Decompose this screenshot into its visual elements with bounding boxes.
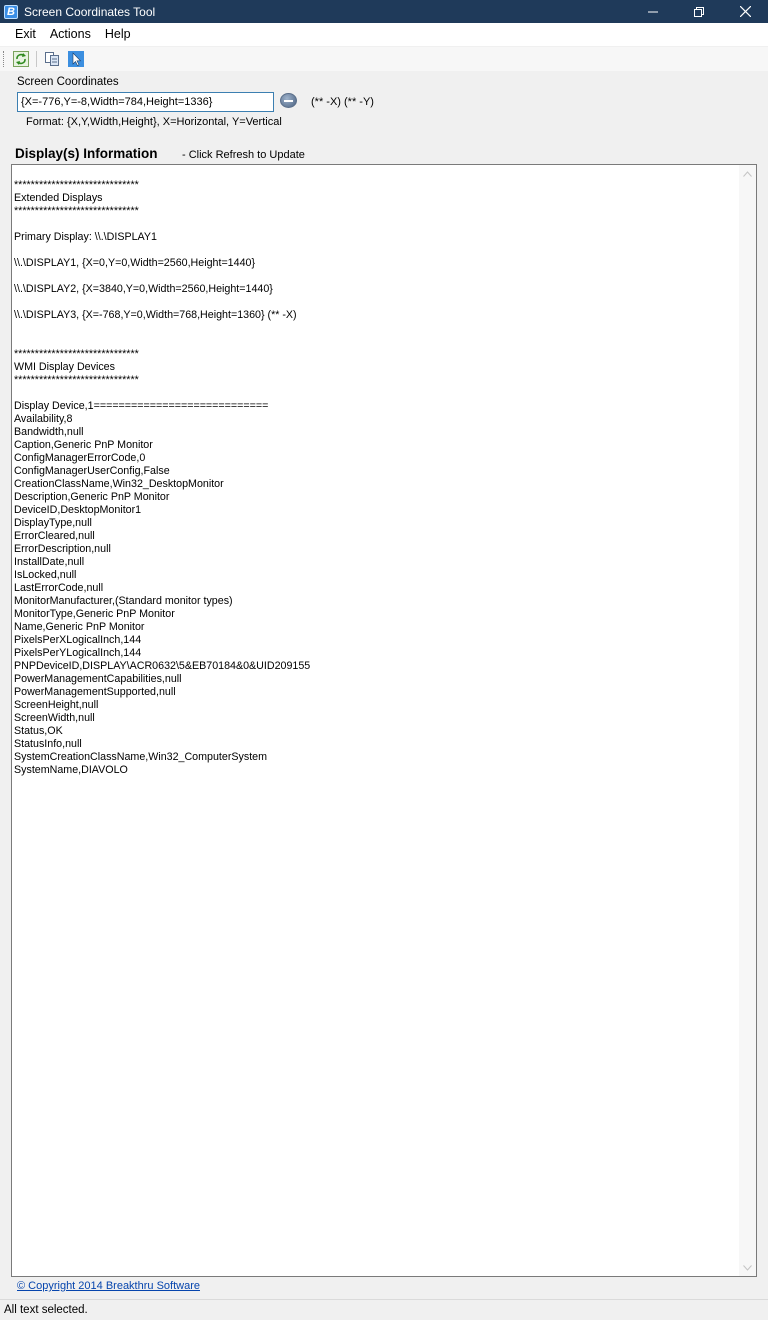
info-line xyxy=(14,296,736,309)
restore-button[interactable] xyxy=(676,0,722,23)
info-line xyxy=(14,387,736,400)
scroll-down-button[interactable] xyxy=(739,1259,756,1276)
info-line: ErrorCleared,null xyxy=(14,530,95,542)
info-line: \\.\DISPLAY3, {X=-768,Y=0,Width=768,Height=1360} (** -X) xyxy=(14,309,297,321)
info-line: Name,Generic PnP Monitor xyxy=(14,621,145,633)
info-line: SystemName,DIAVOLO xyxy=(14,764,128,776)
minimize-icon xyxy=(648,7,658,17)
info-line: PowerManagementSupported,null xyxy=(14,686,176,698)
toolbar xyxy=(0,47,768,71)
info-line xyxy=(14,218,736,231)
refresh-button[interactable] xyxy=(12,50,30,68)
minimize-button[interactable] xyxy=(630,0,676,23)
info-line: ConfigManagerUserConfig,False xyxy=(14,465,170,477)
pointer-select-icon xyxy=(68,51,84,67)
menu-actions[interactable]: Actions xyxy=(49,27,91,41)
info-line: DeviceID,DesktopMonitor1 xyxy=(14,504,142,516)
info-line: InstallDate,null xyxy=(14,556,85,568)
info-line: DisplayType,null xyxy=(14,517,92,529)
info-line: PixelsPerYLogicalInch,144 xyxy=(14,647,142,659)
info-line: Caption,Generic PnP Monitor xyxy=(14,439,153,451)
info-line: LastErrorCode,null xyxy=(14,582,104,594)
toolbar-grip[interactable] xyxy=(3,51,6,67)
info-line: Bandwidth,null xyxy=(14,426,84,438)
copy-button[interactable] xyxy=(43,50,61,68)
display-info-textarea[interactable] xyxy=(11,164,757,1277)
vertical-scrollbar[interactable] xyxy=(739,165,756,1276)
window-title: Screen Coordinates Tool xyxy=(24,4,156,19)
offset-note: (** -X) (** -Y) xyxy=(311,96,374,108)
info-line: ConfigManagerErrorCode,0 xyxy=(14,452,146,464)
info-line xyxy=(14,335,736,348)
info-line: ****************************** xyxy=(14,348,139,360)
display-info-hint: - Click Refresh to Update xyxy=(182,149,305,161)
chevron-down-icon xyxy=(743,1265,752,1271)
copyright-link[interactable]: © Copyright 2014 Breakthru Software xyxy=(17,1280,200,1292)
info-line: Availability,8 xyxy=(14,413,73,425)
info-line: Extended Displays xyxy=(14,192,103,204)
info-line: PNPDeviceID,DISPLAY\ACR0632\5&EB70184&0&UID209155 xyxy=(14,660,311,672)
display-info-text xyxy=(14,179,736,777)
info-line: ****************************** xyxy=(14,374,139,386)
display-info-title: Display(s) Information xyxy=(15,146,158,161)
info-line xyxy=(14,270,736,283)
info-line: ****************************** xyxy=(14,205,139,217)
info-line: ScreenWidth,null xyxy=(14,712,95,724)
info-line: \\.\DISPLAY2, {X=3840,Y=0,Width=2560,Height=1440} xyxy=(14,283,273,295)
info-line: \\.\DISPLAY1, {X=0,Y=0,Width=2560,Height=1440} xyxy=(14,257,256,269)
info-line: ****************************** xyxy=(14,179,139,191)
pointer-select-button[interactable] xyxy=(67,50,85,68)
info-line: ErrorDescription,null xyxy=(14,543,111,555)
info-line: Primary Display: \\.\DISPLAY1 xyxy=(14,231,157,243)
menu-bar xyxy=(0,23,768,46)
apply-coordinates-button[interactable] xyxy=(280,93,297,108)
info-line: MonitorType,Generic PnP Monitor xyxy=(14,608,175,620)
title-bar[interactable] xyxy=(0,0,768,23)
restore-icon xyxy=(694,7,704,17)
info-line: ScreenHeight,null xyxy=(14,699,99,711)
chevron-up-icon xyxy=(743,171,752,177)
info-line: SystemCreationClassName,Win32_ComputerSystem xyxy=(14,751,268,763)
info-line: CreationClassName,Win32_DesktopMonitor xyxy=(14,478,224,490)
format-note: Format: {X,Y,Width,Height}, X=Horizontal, Y=Vertical xyxy=(26,116,282,128)
info-line: IsLocked,null xyxy=(14,569,77,581)
info-line: WMI Display Devices xyxy=(14,361,115,373)
info-line xyxy=(14,244,736,257)
copy-icon xyxy=(44,51,60,67)
toolbar-separator xyxy=(36,51,37,67)
close-icon xyxy=(740,6,751,17)
menu-exit[interactable]: Exit xyxy=(15,27,36,41)
app-logo-icon: B xyxy=(4,5,18,19)
screen-coordinates-label: Screen Coordinates xyxy=(17,76,119,88)
menu-help[interactable]: Help xyxy=(104,27,131,41)
screen-coordinates-input[interactable] xyxy=(17,92,274,112)
info-line: Description,Generic PnP Monitor xyxy=(14,491,170,503)
info-line: MonitorManufacturer,(Standard monitor types) xyxy=(14,595,233,607)
status-bar xyxy=(0,1299,768,1320)
info-line: PixelsPerXLogicalInch,144 xyxy=(14,634,142,646)
status-text: All text selected. xyxy=(4,1304,88,1316)
info-line: PowerManagementCapabilities,null xyxy=(14,673,182,685)
info-line: Status,OK xyxy=(14,725,63,737)
info-line xyxy=(14,322,736,335)
scroll-up-button[interactable] xyxy=(739,165,756,182)
window-controls xyxy=(630,0,768,23)
close-button[interactable] xyxy=(722,0,768,23)
info-line: StatusInfo,null xyxy=(14,738,82,750)
info-line: Display Device,1============================ xyxy=(14,400,269,412)
refresh-icon xyxy=(13,51,29,67)
